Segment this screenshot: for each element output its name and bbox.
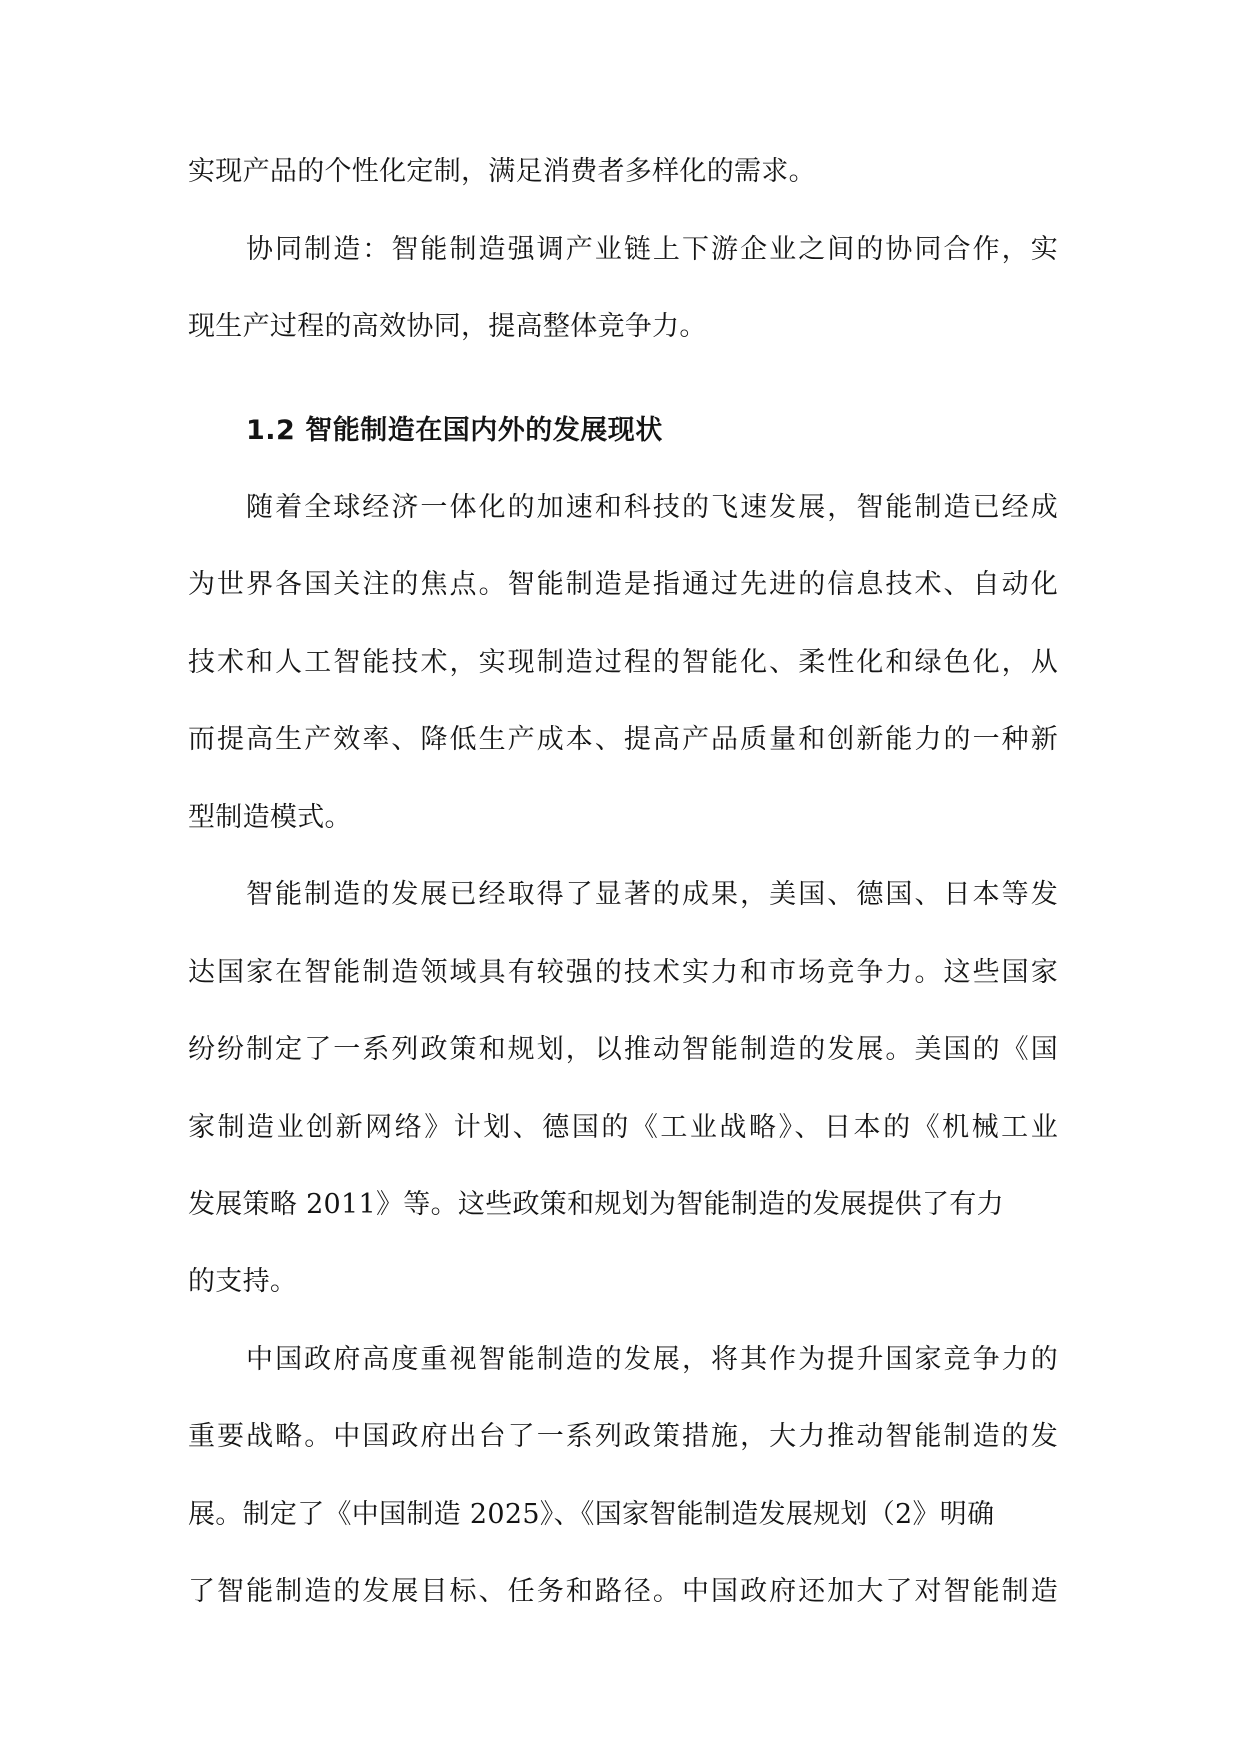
section-heading: 1.2 智能制造在国内外的发展现状 — [246, 415, 663, 446]
text-line: 技术和人工智能技术，实现制造过程的智能化、柔性化和绿色化，从 — [188, 647, 1058, 678]
text-line: 了智能制造的发展目标、任务和路径。中国政府还加大了对智能制造 — [188, 1576, 1058, 1607]
text-line: 展。制定了《中国制造 2025》、《国家智能制造发展规划（2》明确 — [188, 1499, 995, 1530]
text-line: 现生产过程的高效协同，提高整体竞争力。 — [188, 311, 707, 342]
text-line: 中国政府高度重视智能制造的发展，将其作为提升国家竞争力的 — [246, 1344, 1058, 1375]
text-line: 协同制造：智能制造强调产业链上下游企业之间的协同合作，实 — [246, 234, 1058, 265]
text-line: 纷纷制定了一系列政策和规划，以推动智能制造的发展。美国的《国 — [188, 1034, 1058, 1065]
text-line: 达国家在智能制造领域具有较强的技术实力和市场竞争力。这些国家 — [188, 957, 1058, 988]
text-line: 重要战略。中国政府出台了一系列政策措施，大力推动智能制造的发 — [188, 1421, 1058, 1452]
text-line: 的支持。 — [188, 1266, 298, 1297]
text-line: 发展策略 2011》等。这些政策和规划为智能制造的发展提供了有力 — [188, 1189, 1004, 1220]
text-line: 实现产品的个性化定制，满足消费者多样化的需求。 — [188, 156, 816, 187]
text-line: 为世界各国关注的焦点。智能制造是指通过先进的信息技术、自动化 — [188, 569, 1058, 600]
text-line: 家制造业创新网络》计划、德国的《工业战略》、日本的《机械工业 — [188, 1112, 1058, 1143]
text-line: 随着全球经济一体化的加速和科技的飞速发展，智能制造已经成 — [246, 492, 1058, 523]
text-line: 智能制造的发展已经取得了显著的成果，美国、德国、日本等发 — [246, 879, 1058, 910]
text-line: 型制造模式。 — [188, 802, 352, 833]
text-line: 而提高生产效率、降低生产成本、提高产品质量和创新能力的一种新 — [188, 724, 1058, 755]
